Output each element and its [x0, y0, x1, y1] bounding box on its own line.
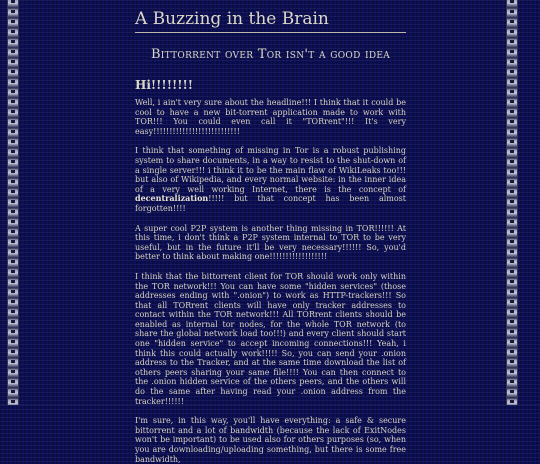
post-paragraph-3: A super cool P2P system is another thing missing in TOR!!!!!! At this time, i don't think a P2P system internal to TOR to be very useful, but in the future it'll be very necessary!!!!!! So, you'd better to think about making one!!!!!!!!!!!!!!!!!! [135, 223, 406, 262]
post-paragraph-5: I'm sure, in this way, you'll have everything: a safe & secure bittorrent and a lot of bandwidth (because the lack of ExitNodes won't be important) to be used also for others purposes (so, when you are downloading/uploading something, but there is some free bandwidth, [135, 416, 406, 464]
post-paragraph-2-after: !!!!! but that concept has been almost forgotten!!!! [135, 194, 406, 213]
post-paragraph-4: I think that the bittorrent client for TOR should work only within the TOR network!!! You can have some "hidden services" (those addresses ending with ".onion") to work as HTTP-trackers!!! So that all TORrent clients will have only tracker addresses to contact within the TOR network!!! All TORrent clients should be enabled as internal tor nodes, for the whole TOR network (to share the global network load too!!!) and every client should start one "hidden service" to accept incoming connections!!! Yeah, i think this could actually work!!!!! So, you can send your .onion address to the Tracker, and at the same time download the list of others peers sharing your same file!!!! You can then connect to the .onion hidden service of the others peers, and the others will do the same after having read your .onion address from the tracker!!!!!! [135, 271, 406, 406]
post-greeting: Hi!!!!!!!! [135, 78, 194, 92]
post-title[interactable]: Bittorrent over Tor isn't a good idea [150, 47, 391, 62]
site-title[interactable]: A Buzzing in the Brain [135, 0, 406, 33]
post-paragraph-2-before: I think that something of missing in Tor is a robust publishing system to share documents, in a way to resist to the shut-down of a single server!!! i think it to be the main flaw of WikiLeaks too!!! but also of Wikipedia, and every normal website: in the inner idea of a very well working Internet, there is the concept of [135, 146, 406, 194]
left-chain-decoration [7, 0, 19, 405]
decentralization-highlight: decentralization [135, 193, 209, 204]
post-paragraph-1: Well, i ain't very sure about the headline!!! I think that it could be cool to have a new bit-torrent application made to work with TOR!!! You could even call it "TORrent"!!! It's very easy!!!!!!!!!!!!!!!!!!!!!!!!!!! [135, 98, 406, 136]
post-paragraph-2 [135, 146, 406, 213]
right-chain-decoration [506, 0, 518, 405]
blog-content [135, 0, 406, 464]
